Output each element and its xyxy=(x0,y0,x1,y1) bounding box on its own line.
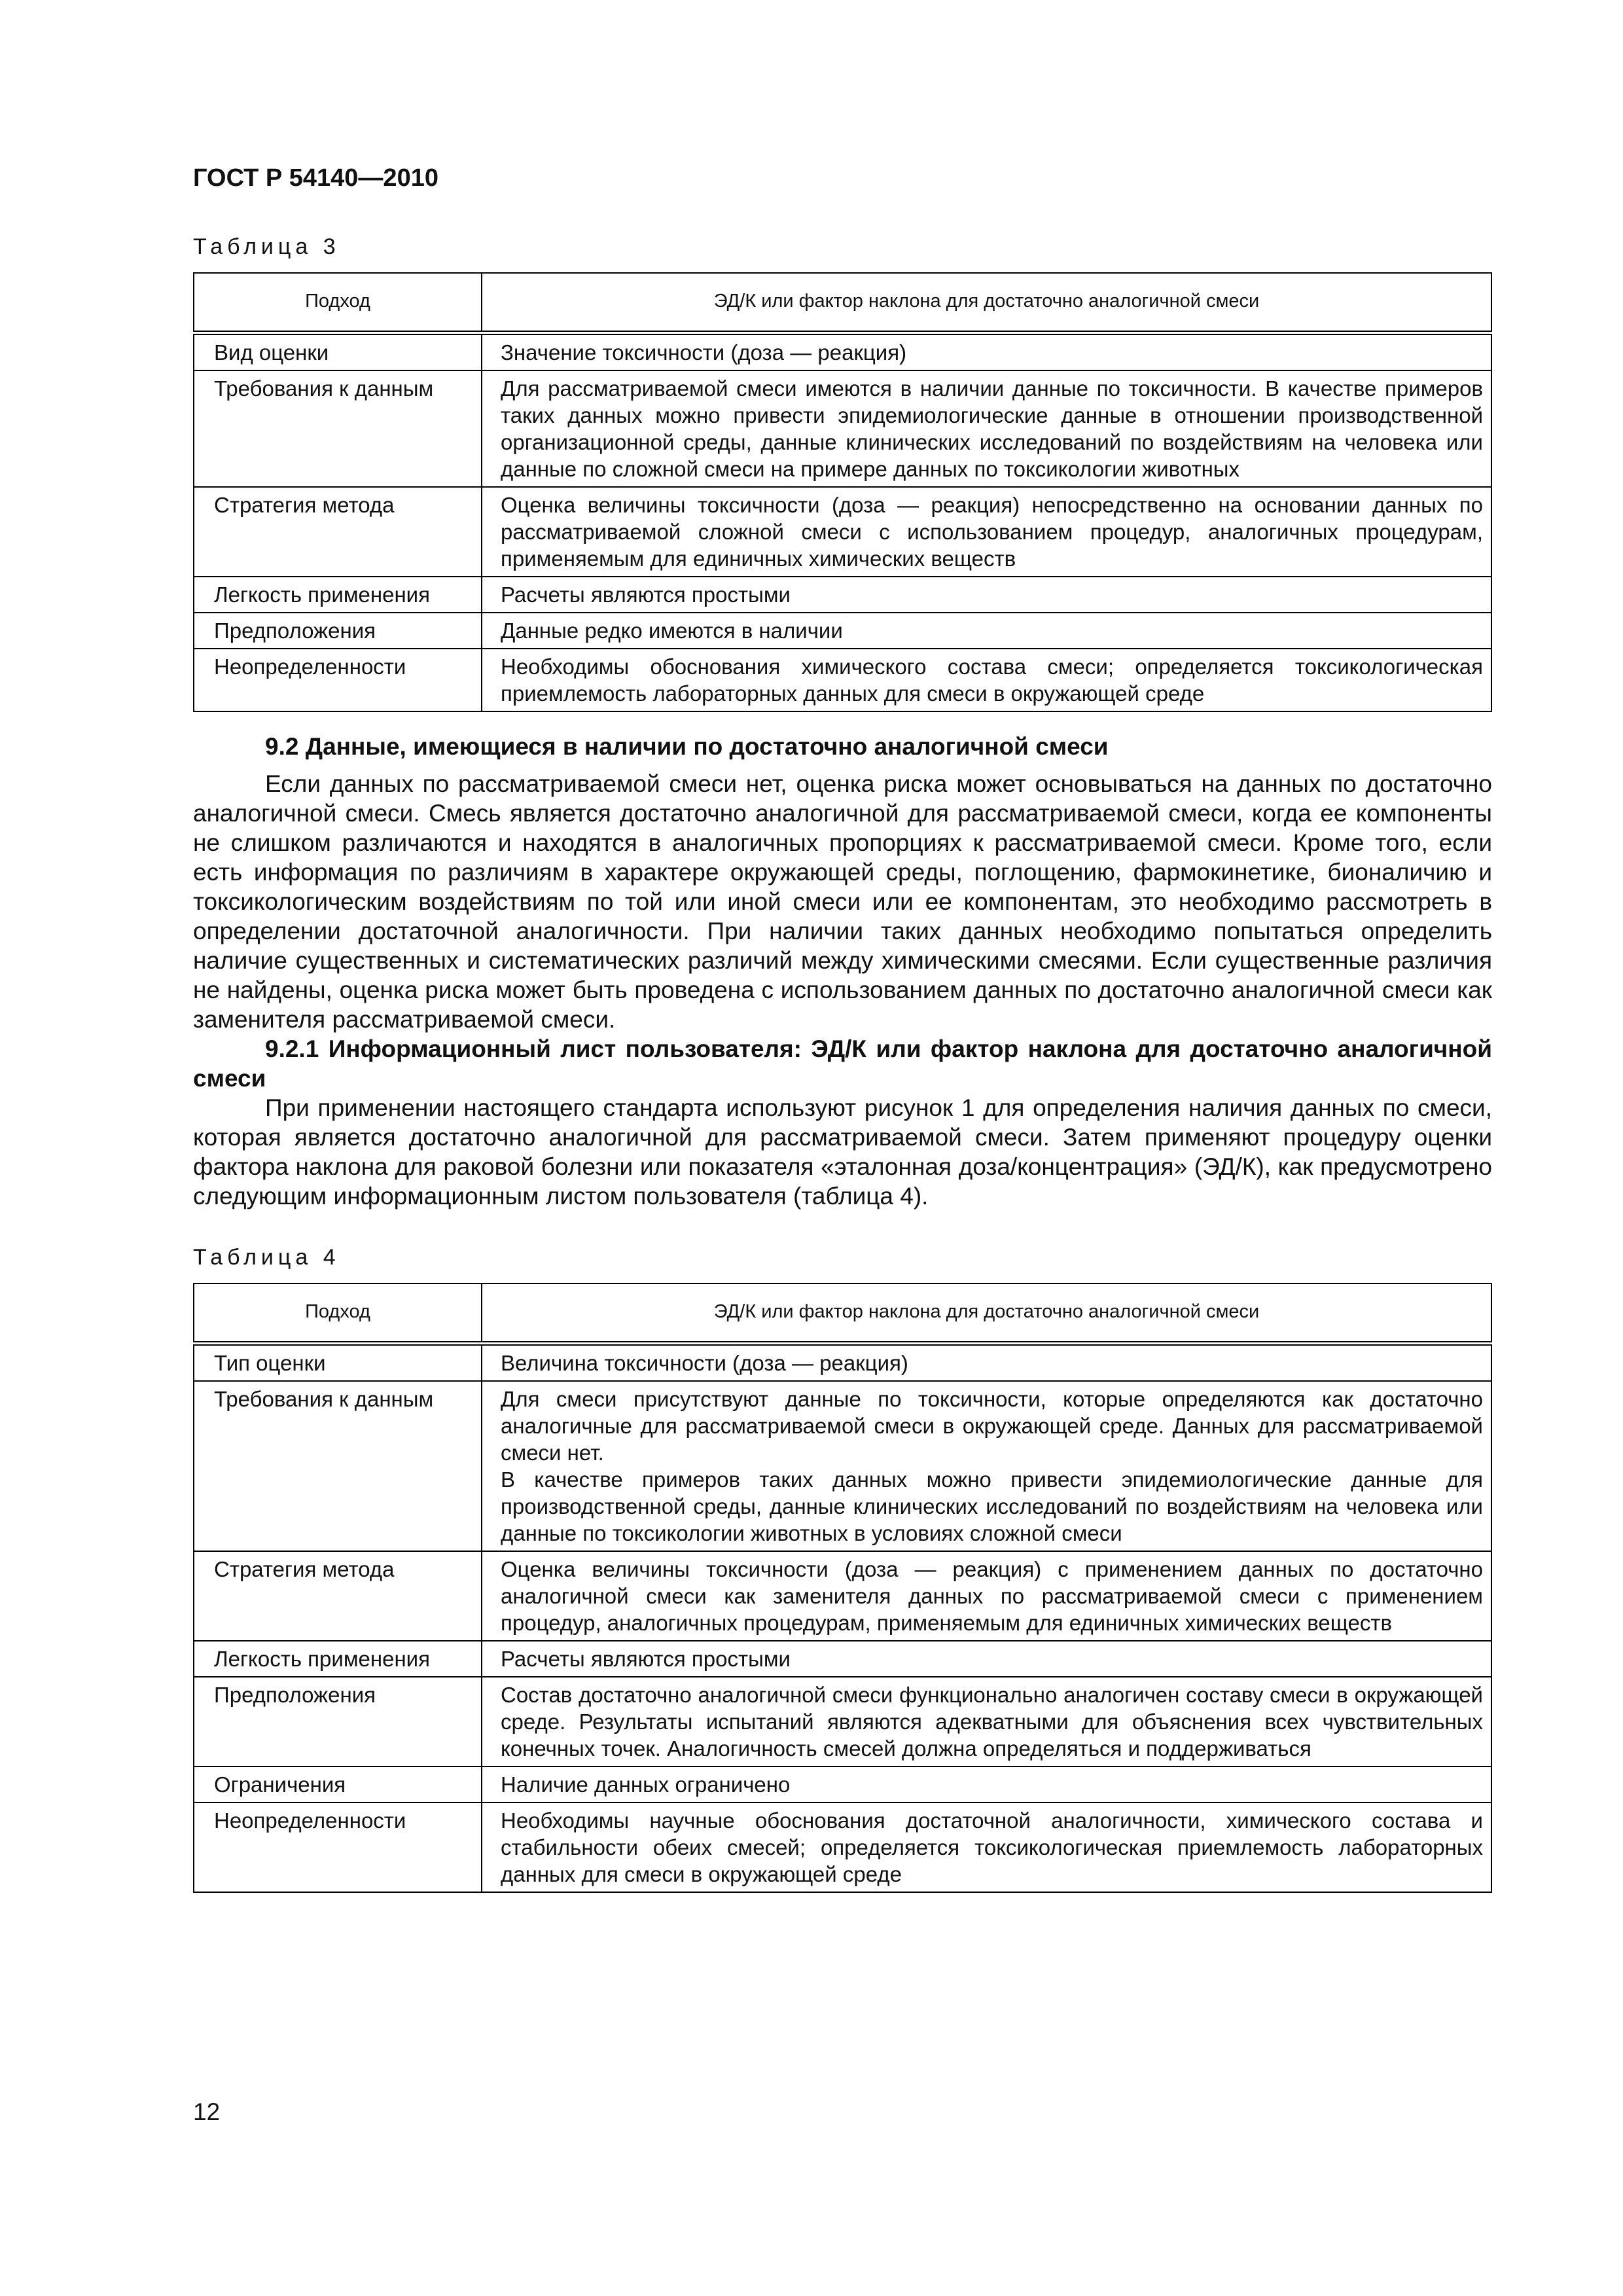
section-heading-9-2: 9.2 Данные, имеющиеся в наличии по достаточно аналогичной смеси xyxy=(265,733,1109,760)
row-value-part: Для смеси присутствуют данные по токсичности, которые определяются как достаточно аналогичные для рассматриваемой смеси в окружающей среде. Данных для рассматриваемой смеси нет. xyxy=(501,1387,1483,1465)
row-value: Оценка величины токсичности (доза — реакция) непосредственно на основании данных по рассматриваемой сложной смеси с использованием процедур, аналогичных процедурам, применяемым для единичных химических веществ xyxy=(482,487,1491,577)
row-key: Тип оценки xyxy=(194,1344,482,1382)
table-4 xyxy=(193,1283,1492,1893)
row-value: Величина токсичности (доза — реакция) xyxy=(482,1344,1491,1382)
row-value: Значение токсичности (доза — реакция) xyxy=(482,333,1491,371)
row-value: Состав достаточно аналогичной смеси функционально аналогичен составу смеси в окружающей среде. Результаты испытаний являются адекватными для объяснения всех чувствительных конечных точек. Аналогичность смесей должна определяться и поддерживаться xyxy=(482,1677,1491,1767)
table-3 xyxy=(193,272,1492,712)
table4-caption: Таблица 4 xyxy=(193,1245,340,1270)
table-row xyxy=(194,487,1491,577)
column-header-approach: Подход xyxy=(194,273,482,333)
table3-caption: Таблица 3 xyxy=(193,234,340,259)
table-row xyxy=(194,613,1491,649)
row-value: Необходимы научные обоснования достаточной аналогичности, химического состава и стабильности обеих смесей; определяется токсикологическая приемлемость лабораторных данных для смеси в окружающей среде xyxy=(482,1803,1491,1892)
row-key: Предположения xyxy=(194,1677,482,1767)
row-value-part: В качестве примеров таких данных можно привести эпидемиологические данные для производственной среды, данные клинических исследований по воздействиям на человека или данные по токсикологии животных в условиях сложной смеси xyxy=(501,1467,1483,1545)
row-key: Неопределенности xyxy=(194,649,482,711)
column-header-method: ЭД/К или фактор наклона для достаточно аналогичной смеси xyxy=(482,1283,1491,1344)
table-header-row xyxy=(194,273,1491,333)
row-value: Необходимы обоснования химического состава смеси; определяется токсикологическая приемлемость лабораторных данных для смеси в окружающей среде xyxy=(482,649,1491,711)
table-row xyxy=(194,370,1491,487)
row-key: Стратегия метода xyxy=(194,487,482,577)
document-code: ГОСТ Р 54140—2010 xyxy=(193,164,438,192)
table-row xyxy=(194,1344,1491,1382)
table-row xyxy=(194,1641,1491,1677)
table-row xyxy=(194,333,1491,371)
section-paragraph-9-2-1: При применении настоящего стандарта используют рисунок 1 для определения наличия данных по смеси, которая является достаточно аналогичной для рассматриваемой смеси. Затем применяют процедуру оценки фактора наклона для раковой болезни или показателя «эталонная доза/концентрация» (ЭД/К), как предусмотрено следующим информационным листом пользователя (таблица 4). xyxy=(193,1094,1492,1210)
table-row xyxy=(194,1381,1491,1551)
table-row xyxy=(194,577,1491,613)
document-page xyxy=(193,164,1492,1893)
row-value: Наличие данных ограничено xyxy=(482,1767,1491,1803)
row-key: Требования к данным xyxy=(194,370,482,487)
row-key: Стратегия метода xyxy=(194,1551,482,1641)
table-row xyxy=(194,1767,1491,1803)
section-paragraph-9-2: Если данных по рассматриваемой смеси нет, оценка риска может основываться на данных по достаточно аналогичной смеси. Смесь является достаточно аналогичной для рассматриваемой смеси, когда ее компоненты не слишком различаются и находятся в аналогичных пропорциях к рассматриваемой смеси. Кроме того, если есть информация по различиям в характере окружающей среды, поглощению, фармокинетике, бионаличию и токсикологическим воздействиям по той или иной смеси или ее компонентам, это необходимо рассмотреть в определении достаточной аналогичности. При наличии таких данных необходимо попытаться определить наличие существенных и систематических различий между химическими смесями. Если существенные различия не найдены, оценка риска может быть проведена с использованием данных по достаточно аналогичной смеси как заменителя рассматриваемой смеси. xyxy=(193,770,1492,1033)
table-header-row xyxy=(194,1283,1491,1344)
column-header-approach: Подход xyxy=(194,1283,482,1344)
page-number: 12 xyxy=(193,2098,221,2125)
row-key: Вид оценки xyxy=(194,333,482,371)
row-key: Предположения xyxy=(194,613,482,649)
row-value: Для рассматриваемой смеси имеются в наличии данные по токсичности. В качестве примеров таких данных можно привести эпидемиологические данные в отношении производственной организационной среды, данные клинических исследований по воздействиям на человека или данные по сложной смеси на примере данных по токсикологии животных xyxy=(482,370,1491,487)
row-value: Расчеты являются простыми xyxy=(482,577,1491,613)
section-heading-9-2-1: 9.2.1 Информационный лист пользователя: ЭД/К или фактор наклона для достаточно аналогичной смеси xyxy=(193,1035,1492,1092)
row-value: Оценка величины токсичности (доза — реакция) с применением данных по достаточно аналогичной смеси как заменителя данных по рассматриваемой смеси с применением процедур, аналогичных процедурам, применяемым для единичных химических веществ xyxy=(482,1551,1491,1641)
column-header-method: ЭД/К или фактор наклона для достаточно аналогичной смеси xyxy=(482,273,1491,333)
row-key: Требования к данным xyxy=(194,1381,482,1551)
row-key: Легкость применения xyxy=(194,577,482,613)
row-value: Расчеты являются простыми xyxy=(482,1641,1491,1677)
row-key: Неопределенности xyxy=(194,1803,482,1892)
table-row xyxy=(194,1803,1491,1892)
row-key: Ограничения xyxy=(194,1767,482,1803)
row-key: Легкость применения xyxy=(194,1641,482,1677)
row-value: Данные редко имеются в наличии xyxy=(482,613,1491,649)
row-value xyxy=(482,1381,1491,1551)
table-row xyxy=(194,649,1491,711)
table-row xyxy=(194,1677,1491,1767)
table-row xyxy=(194,1551,1491,1641)
